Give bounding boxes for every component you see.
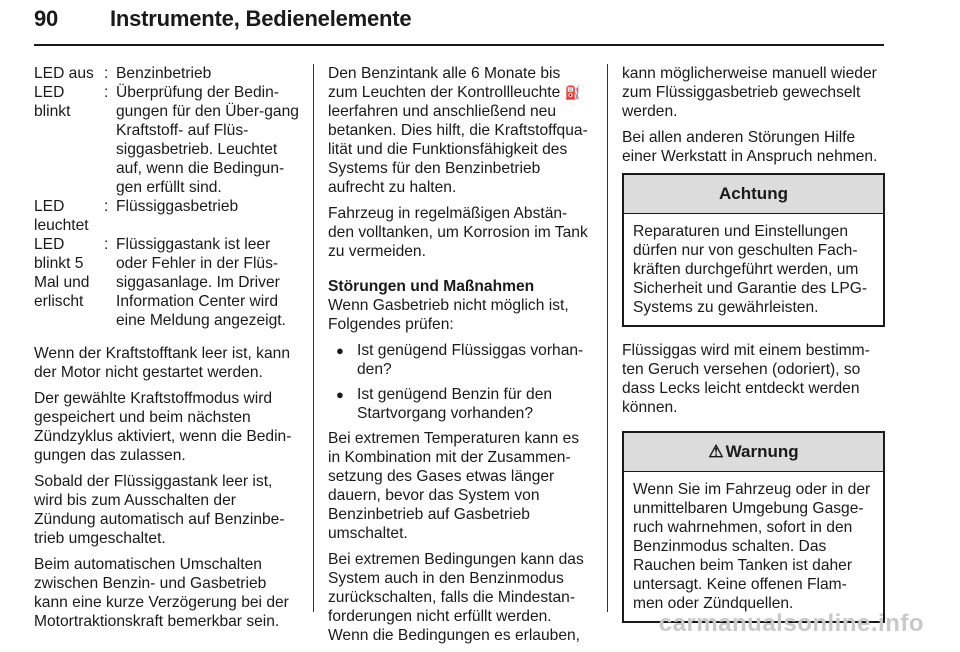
section-heading: Störungen und Maßnahmen [328,278,535,295]
paragraph: Bei allen anderen Störungen Hilfe einer Werkstatt in Anspruch nehmen. [622,129,878,165]
column-divider-1 [313,64,314,612]
warning-body: Wenn Sie im Fahrzeug oder in der unmittelbaren Umgebung Gasge-ruch wahrnehmen, sofort in den Benzinmodus schalten. Das Rauchen beim Tanken ist daher untersagt. Keine offenen Flam-men oder Zündquellen. [633,481,871,612]
page-number: 90 [34,6,59,31]
column-divider-2 [607,64,608,612]
header-rule [34,44,884,46]
watermark: carmanualsonline.info [658,610,924,637]
column-3 [622,64,885,637]
paragraph: Beim automatischen Umschalten zwischen Benzin- und Gasbetrieb kann eine kurze Verzögerung bei der Motortraktionskraft bemerkbar sein. [34,556,289,630]
paragraph [328,64,592,197]
page-title: Instrumente, Bedienelemente [110,6,412,31]
paragraph-text: Den Benzintank alle 6 Monate bis zum Leuchten der Kontrollleuchte [328,65,565,101]
row-sep: : [104,65,109,82]
row-key: LED blinkt [34,84,71,120]
table-row [34,83,300,197]
paragraph-text: leerfahren und anschließend neu betanken. Dies hilft, die Kraftstoffqua-lität und die Funktionsfähigkeit des Systems für den Benzinbetrieb aufrecht zu halten. [328,103,588,196]
table-row [34,64,300,83]
row-value: Überprüfung der Bedin-gungen für den Über-gang Kraftstoff- auf Flüs-siggasbetrieb. Leuchtet auf, wenn die Bedingun-gen erfüllt sind. [116,84,299,196]
caution-box [622,173,885,327]
warning-title: Warnung [725,442,799,461]
row-sep: : [104,236,109,253]
warning-box [622,431,885,623]
row-key: LED blinkt 5 Mal und erlischt [34,236,90,310]
paragraph: Flüssiggas wird mit einem bestimm-ten Geruch versehen (odoriert), so dass Lecks leicht entdeckt werden können. [622,342,870,416]
row-value: Flüssiggasbetrieb [116,198,239,215]
paragraph: Wenn der Kraftstofftank leer ist, kann der Motor nicht gestartet werden. [34,345,290,381]
warning-header [624,433,883,472]
list-item: ● Ist genügend Benzin für den Startvorgang vorhanden? [328,385,592,423]
column-2 [328,64,592,652]
paragraph: Bei extremen Bedingungen kann das System auch in den Benzinmodus zurückschalten, falls die Mindestan-forderungen nicht erfüllt werden. Wenn die Bedingungen es erlauben, [328,551,584,644]
paragraph: Der gewählte Kraftstoffmodus wird gespeichert und beim nächsten Zündzyklus aktiviert, wenn die Bedin-gungen das zulassen. [34,390,292,464]
caution-body: Reparaturen und Einstellungen dürfen nur von geschulten Fach-kräften durchgeführt werden, um Sicherheit und Garantie des LPG-Systems zu gewährleisten. [633,223,868,316]
row-key: LED aus [34,65,94,82]
paragraph: Bei extremen Temperaturen kann es in Kombination mit der Zusammen-setzung des Gases etwas länger dauern, bevor das System von Benzinbetrieb auf Gasbetrieb umschaltet. [328,430,580,542]
fuel-pump-icon: ⛽ [564,85,581,100]
table-row [34,197,300,235]
page-header [34,6,411,32]
check-list [328,341,592,423]
paragraph: kann möglicherweise manuell wieder zum Flüssiggasbetrieb gewechselt werden. [622,65,877,120]
column-1 [34,64,300,638]
led-status-table [34,64,300,330]
warning-triangle-icon: ⚠ [708,442,724,461]
row-sep: : [104,198,109,215]
row-value: Benzinbetrieb [116,65,212,82]
paragraph: Fahrzeug in regelmäßigen Abstän-den volltanken, um Korrosion im Tank zu vermeiden. [328,205,588,260]
list-item: ● Ist genügend Flüssiggas vorhan-den? [328,341,592,379]
paragraph: Wenn Gasbetrieb nicht möglich ist, Folgendes prüfen: [328,297,569,333]
paragraph: Sobald der Flüssiggastank leer ist, wird bis zum Ausschalten der Zündung automatisch auf Benzinbe-trieb umgeschaltet. [34,473,285,547]
table-row [34,235,300,330]
row-key: LED leuchtet [34,198,89,234]
row-sep: : [104,84,109,101]
caution-title: Achtung [624,175,883,214]
row-value: Flüssiggastank ist leer oder Fehler in der Flüs-siggasanlage. Im Driver Information Center wird eine Meldung angezeigt. [116,236,286,329]
